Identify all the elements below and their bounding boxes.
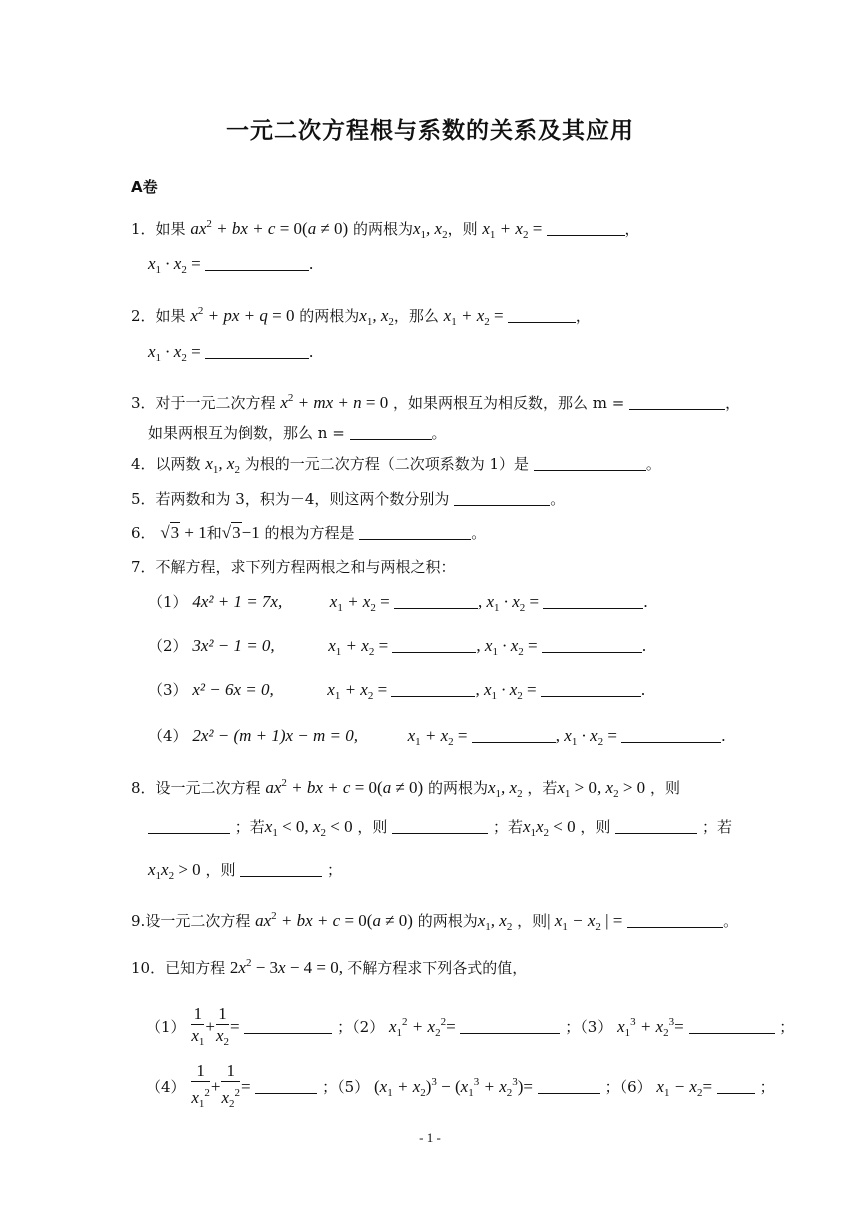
question-7-item-3: （3） x² − 6x = 0, $x_1 + x_2$ = , $x_1 \cdot x_2$ = . (148, 680, 646, 702)
question-3-line-2: 如果两根互为倒数，那么 n = 。 (148, 424, 447, 442)
question-1-line-2: $x_1 \cdot x_2$ = . (148, 254, 314, 276)
answer-blank[interactable] (205, 256, 309, 271)
answer-blank[interactable] (717, 1079, 755, 1094)
question-10-line-2: （1） $\frac{1}{x_1}$ + $\frac{1}{x_2}$ = ；（2） $x_1^2 + x_2^2=$ ；（3） $x_1^3 + x_2^3=$ ； (146, 1003, 795, 1048)
section-heading: A卷 (131, 178, 158, 196)
question-10: 10．已知方程 $2x^2 - 3x - 4 = 0$, 不解方程求下列各式的值， (131, 957, 528, 977)
answer-blank[interactable] (615, 819, 697, 834)
question-4: 4．以两数 $x_1$, $x_2$ 为根的一元二次方程（二次项系数为 1）是 。 (131, 454, 661, 476)
answer-blank[interactable] (541, 682, 641, 697)
answer-blank[interactable] (629, 395, 725, 410)
answer-blank[interactable] (392, 819, 488, 834)
answer-blank[interactable] (394, 594, 478, 609)
answer-blank[interactable] (543, 594, 643, 609)
answer-blank[interactable] (359, 525, 471, 540)
question-2: 2．如果 $x^2$ + px + q = 0 的两根为$x_1$, $x_2$，那么 $x_1 + x_2$ = ， (131, 305, 591, 328)
answer-blank[interactable] (627, 913, 723, 928)
answer-blank[interactable] (255, 1079, 317, 1094)
answer-blank[interactable] (534, 456, 646, 471)
answer-blank[interactable] (689, 1019, 775, 1034)
question-7-item-4: （4） 2x² − (m + 1)x − m = 0, $x_1 + x_2$ = , $x_1 \cdot x_2$ = . (148, 726, 726, 748)
question-1: 1．如果 $ax^2$ + bx + c = 0(a ≠ 0) 的两根为$x_1$, $x_2$，则 $x_1 + x_2$ = ， (131, 218, 640, 241)
question-7-item-2: （2） 3x² − 1 = 0, $x_1 + x_2$ = , $x_1 \cdot x_2$ = . (148, 636, 647, 658)
question-7: 7．不解方程，求下列方程两根之和与两根之积： (131, 558, 456, 576)
answer-blank[interactable] (542, 638, 642, 653)
question-8-line-3: $x_1x_2 > 0$ ，则 ； (148, 860, 343, 882)
answer-blank[interactable] (350, 425, 432, 440)
page-number: - 1 - (419, 1130, 441, 1145)
answer-blank[interactable] (205, 344, 309, 359)
answer-blank[interactable] (148, 819, 230, 834)
answer-blank[interactable] (472, 728, 556, 743)
question-7-item-1: （1） 4x² + 1 = 7x, $x_1 + x_2$ = , $x_1 \cdot x_2$ = . (148, 592, 648, 614)
question-5: 5．若两数和为 3，积为－4，则这两个数分别为 。 (131, 490, 566, 508)
question-10-line-3: （4） $\frac{1}{x_1^2}$ + $\frac{1}{x_2^2}$ = ；（5） $(x_1 + x_2)^3 - (x_1^3 + x_2^3)=$ ；（6） $x_1 - x_2=$ ； (146, 1061, 775, 1110)
answer-blank[interactable] (391, 682, 475, 697)
answer-blank[interactable] (508, 308, 576, 323)
question-8-line-2: ；若$x_1 < 0$, $x_2 < 0$ ，则 ；若$x_1x_2 < 0$ ，则 ；若 (148, 815, 732, 845)
answer-blank[interactable] (392, 638, 476, 653)
answer-blank[interactable] (454, 491, 550, 506)
answer-blank[interactable] (538, 1079, 600, 1094)
question-9: 9.设一元二次方程 $ax^2$ + bx + c = 0(a ≠ 0) 的两根为$x_1$, $x_2$ ，则| $x_1 - x_2$ | = 。 (131, 910, 739, 933)
answer-blank[interactable] (240, 862, 322, 877)
answer-blank[interactable] (547, 221, 625, 236)
question-6: 6． √3 + 1和√3−1 的根为方程是 。 (131, 523, 487, 542)
answer-blank[interactable] (244, 1019, 332, 1034)
question-8: 8．设一元二次方程 $ax^2$ + bx + c = 0(a ≠ 0) 的两根为$x_1$, $x_2$ ，若$x_1 > 0$, $x_2 > 0$ ，则 (131, 777, 680, 800)
question-3: 3．对于一元二次方程 $x^2$ + mx + n = 0 ，如果两根互为相反数，那么 m = ， (131, 392, 741, 412)
answer-blank[interactable] (621, 728, 721, 743)
question-2-line-2: $x_1 \cdot x_2$ = . (148, 342, 314, 364)
answer-blank[interactable] (460, 1019, 560, 1034)
page-title: 一元二次方程根与系数的关系及其应用 (226, 118, 634, 144)
